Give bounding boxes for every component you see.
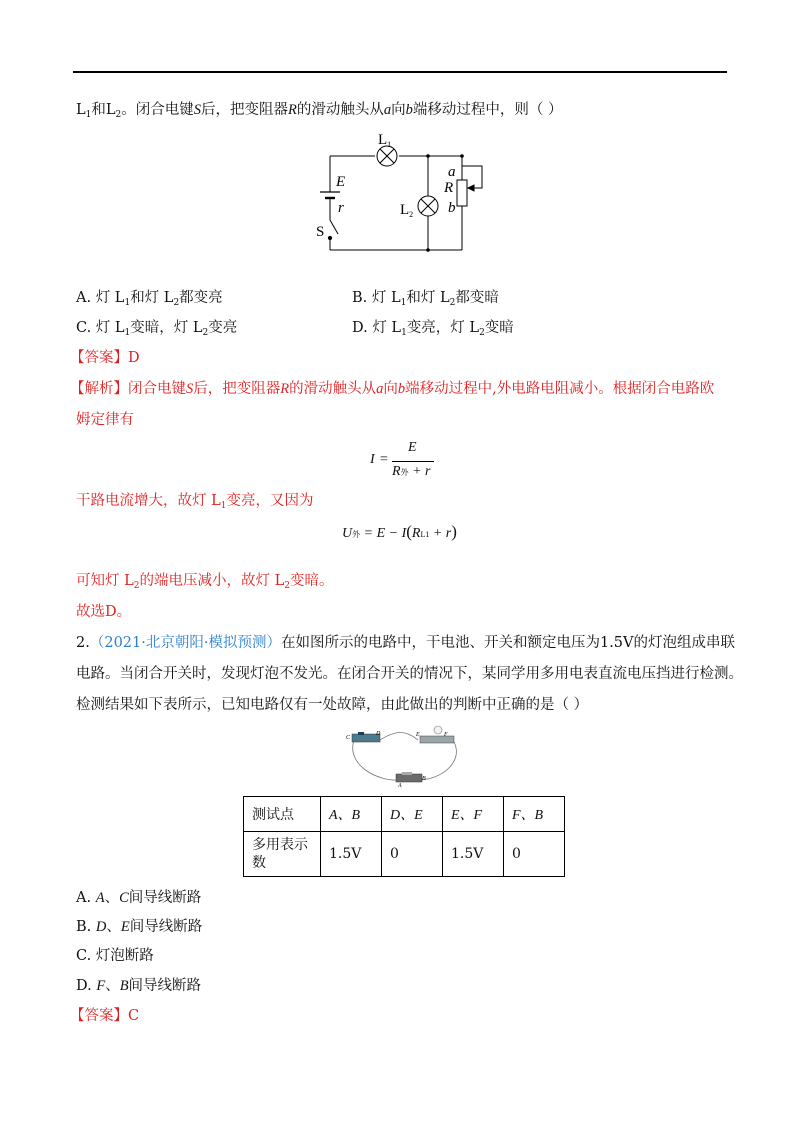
q2-answer: 【答案】C (70, 1008, 140, 1024)
q2-option-b: B. D、E间导线断路 (76, 919, 203, 935)
photo-label-E: E (416, 732, 420, 738)
q2-option-c: C. 灯泡断路 (76, 948, 154, 964)
q2-option-d: D. F、B间导线断路 (76, 978, 202, 994)
q1-analysis-4: 可知灯 $L_2$的端电压减小，故灯 $L_2$变暗。 (76, 573, 334, 591)
q1-option-d: D. 灯 $L_1$变亮，灯 $L_2$变暗 (352, 320, 514, 338)
q2-stem-2: 电路。当闭合开关时，发现灯泡不发光。在闭合开关的情况下，某同学用多用电表直流电压挡进行检测。 (76, 666, 743, 682)
photo-label-F: F (444, 732, 448, 738)
q1-conclusion: 故选D。 (76, 604, 132, 620)
table-cell: E、F (443, 797, 504, 832)
table-cell: 1.5V (321, 832, 382, 877)
table-cell: 1.5V (443, 832, 504, 877)
formula-terminal-voltage: U外 = E − I(RL1 + r) (342, 522, 457, 541)
q1-option-b: B. 灯 $L_1$和灯 $L_2$都变暗 (352, 290, 499, 308)
table-row (244, 797, 565, 832)
photo-label-A: A (398, 783, 402, 788)
table-cell: A、B (321, 797, 382, 832)
q1-analysis-2: 姆定律有 (76, 412, 134, 428)
q2-source: （2021·北京朝阳·模拟预测） (89, 635, 281, 651)
q1-option-c: C. 灯 $L_1$变暗，灯 $L_2$变亮 (76, 320, 238, 338)
table-cell: 0 (504, 832, 565, 877)
q1-analysis-1: 【解析】闭合电键S后，把变阻器R的滑动触头从a向b端移动过程中,外电路电阻减小。根据闭合电路欧 (70, 381, 715, 397)
circuit-photo (346, 724, 466, 788)
label-E: E (336, 174, 346, 190)
q1-option-a: A. 灯 $L_1$和灯 $L_2$都变亮 (76, 290, 223, 308)
photo-label-C: C (346, 735, 351, 741)
table-cell: 多用表示 数 (244, 832, 321, 877)
photo-label-B: B (422, 776, 426, 782)
q1-answer: 【答案】D (70, 350, 140, 366)
label-r: r (338, 200, 344, 216)
circuit-diagram (300, 128, 500, 260)
table-cell: D、E (382, 797, 443, 832)
table-cell: F、B (504, 797, 565, 832)
q2-stem-3: 检测结果如下表所示，已知电路仅有一处故障，由此做出的判断中正确的是（ ） (76, 697, 589, 713)
photo-label-D: D (376, 731, 381, 737)
label-L2: $L_2$ (400, 202, 414, 219)
table-row (244, 832, 565, 877)
formula-ohm-law: I = E R外 + r (370, 440, 450, 484)
table-cell: 0 (382, 832, 443, 877)
label-S: S (316, 224, 325, 240)
label-R: R (444, 180, 454, 196)
test-results-table (243, 796, 565, 877)
label-a: a (448, 164, 456, 180)
table-cell: 测试点 (244, 797, 321, 832)
q1-stem: $L_1$和$L_2$。闭合电键S后，把变阻器R的滑动触头从a向b端移动过程中，则（ ） (76, 102, 563, 120)
label-b: b (448, 200, 456, 216)
label-L1: $L_1$ (378, 132, 392, 149)
q2-stem-1: 2.（2021·北京朝阳·模拟预测）在如图所示的电路中，干电池、开关和额定电压为1.5V的灯泡组成串联 (76, 635, 735, 651)
header-rule (73, 71, 727, 73)
q2-option-a: A. A、C间导线断路 (76, 890, 202, 906)
q1-analysis-3: 干路电流增大，故灯 $L_1$变亮，又因为 (76, 493, 314, 511)
